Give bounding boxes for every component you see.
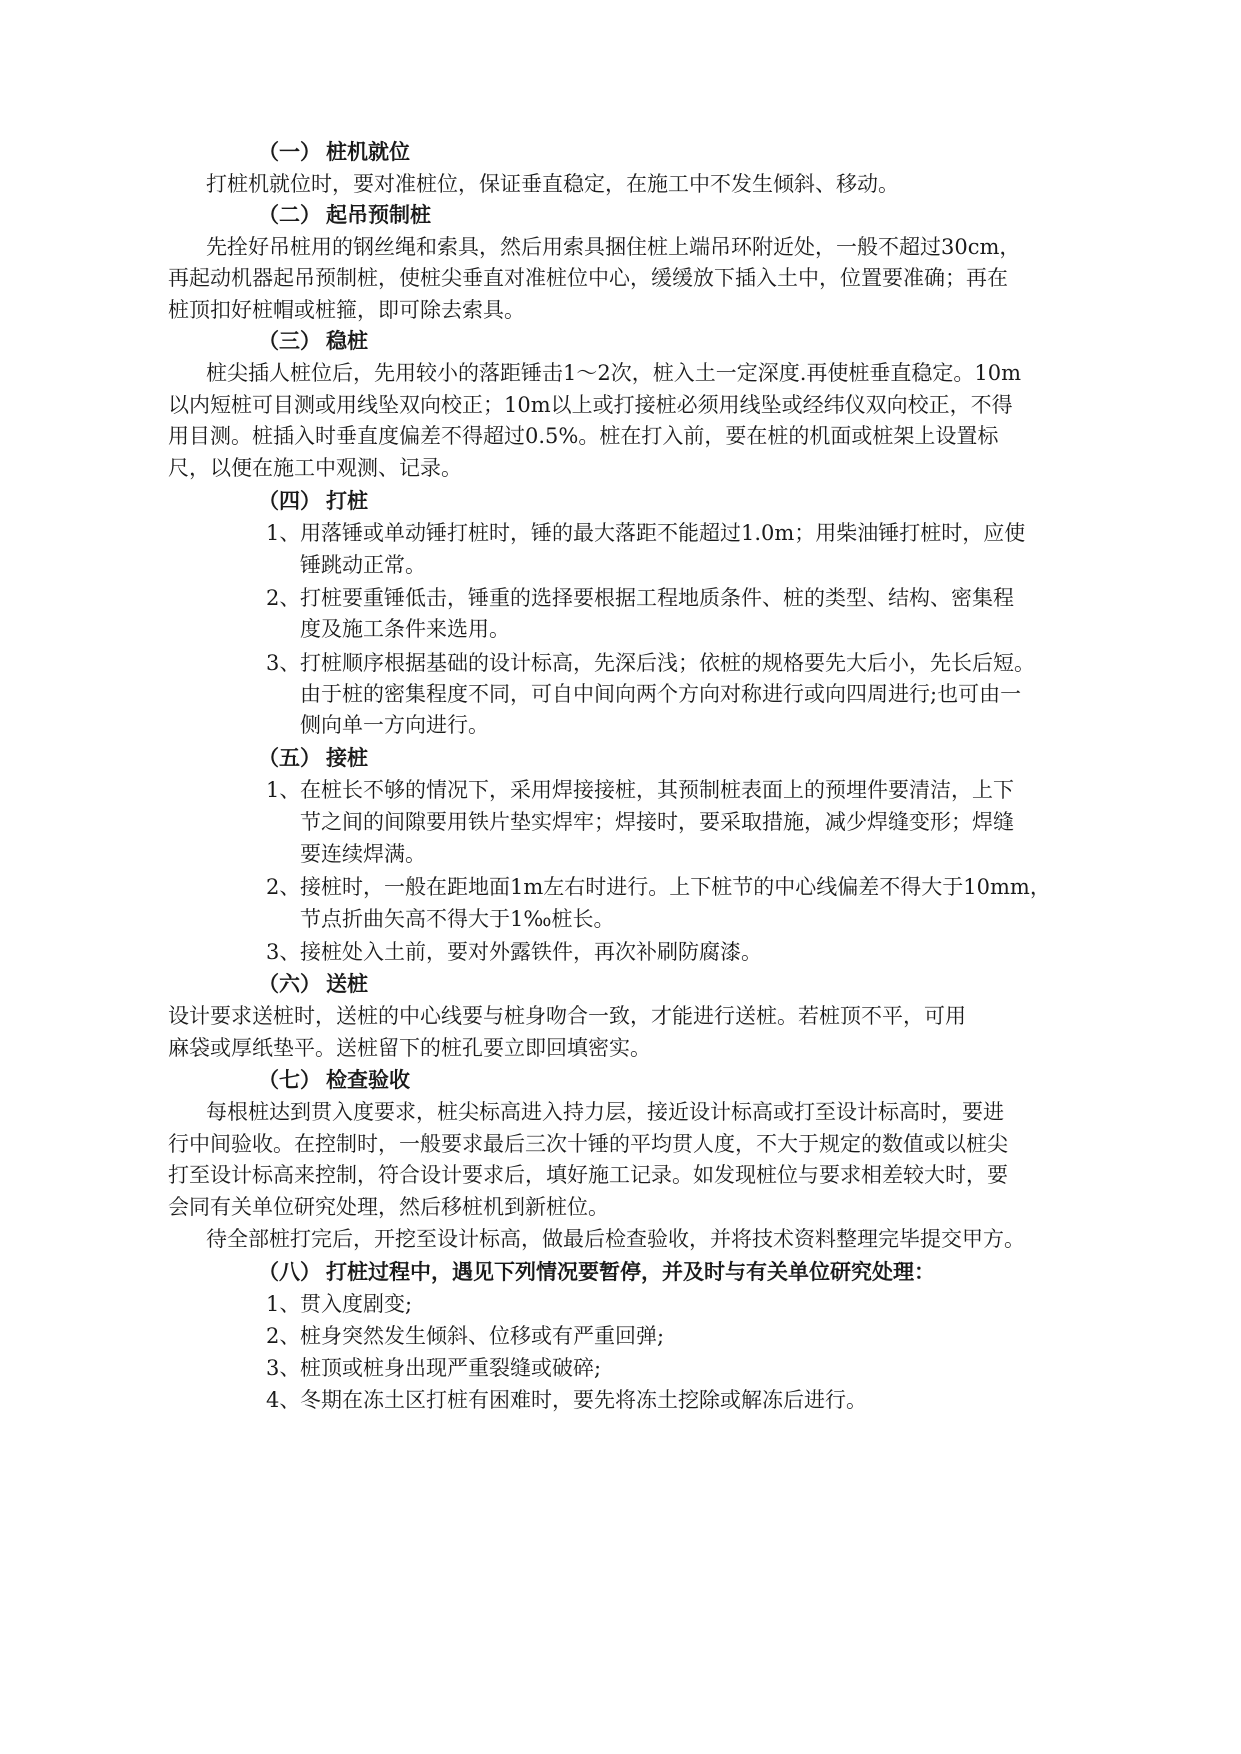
section-heading-5: [258, 744, 368, 772]
list-item-number: 3、: [266, 940, 301, 964]
section-heading-8: [258, 1258, 935, 1286]
section-heading-7: [258, 1066, 410, 1094]
section-heading-4: [258, 487, 368, 515]
paragraph-line: 桩顶扣好桩帽或桩箍，即可除去索具。: [168, 298, 525, 322]
list-item-number: 3、: [266, 1356, 301, 1380]
section-heading-1: [258, 138, 410, 166]
paragraph-line: 会同有关单位研究处理，然后移桩机到新桩位。: [168, 1195, 609, 1219]
list-item-line: 节之间的间隙要用铁片垫实焊牢；焊接时，要采取措施，减少焊缝变形；焊缝: [300, 810, 1014, 834]
paragraph-line: 打桩机就位时，要对准桩位，保证垂直稳定，在施工中不发生倾斜、移动。: [206, 172, 899, 196]
heading-number: （八）: [258, 1260, 321, 1284]
paragraph-line: 麻袋或厚纸垫平。送桩留下的桩孔要立即回填密实。: [168, 1036, 651, 1060]
heading-number: （七）: [258, 1068, 321, 1092]
list-item-line: 接桩处入土前，要对外露铁件，再次补刷防腐漆。: [300, 940, 762, 964]
heading-title: 检查验收: [326, 1068, 410, 1092]
heading-number: （一）: [258, 140, 321, 164]
paragraph-line: 用目测。桩插入时垂直度偏差不得超过0.5%。桩在打入前，要在桩的机面或桩架上设置标: [168, 424, 999, 448]
list-item-line: 打桩要重锤低击，锤重的选择要根据工程地质条件、桩的类型、结构、密集程: [300, 586, 1014, 610]
list-item-line: 打桩顺序根据基础的设计标高，先深后浅；依桩的规格要先大后小，先长后短。: [300, 651, 1035, 675]
section-heading-6: [258, 970, 368, 998]
heading-title: 打桩过程中，遇见下列情况要暂停，并及时与有关单位研究处理：: [326, 1260, 935, 1284]
list-item-number: 2、: [266, 586, 301, 610]
paragraph-line: 待全部桩打完后，开挖至设计标高，做最后检查验收，并将技术资料整理完毕提交甲方。: [206, 1227, 1025, 1251]
list-item-line: 在桩长不够的情况下，采用焊接接桩，其预制桩表面上的预埋件要清洁，上下: [300, 778, 1014, 802]
heading-title: 起吊预制桩: [326, 203, 431, 227]
list-item-number: 4、: [266, 1388, 301, 1412]
list-item-line: 冬期在冻土区打桩有困难时，要先将冻土挖除或解冻后进行。: [300, 1388, 867, 1412]
heading-title: 送桩: [326, 972, 368, 996]
list-item-line: 桩顶或桩身出现严重裂缝或破碎;: [300, 1356, 602, 1380]
list-item-line: 侧向单一方向进行。: [300, 713, 489, 737]
paragraph-line: 行中间验收。在控制时，一般要求最后三次十锤的平均贯人度，不大于规定的数值或以桩尖: [168, 1132, 1008, 1156]
paragraph-line: 以内短桩可目测或用线坠双向校正；10m以上或打接桩必须用线坠或经纬仪双向校正，不得: [168, 393, 1013, 417]
list-item-number: 1、: [266, 1292, 301, 1316]
list-item-number: 2、: [266, 1324, 301, 1348]
list-item-line: 锤跳动正常。: [300, 553, 426, 577]
heading-number: （六）: [258, 972, 321, 996]
paragraph-line: 桩尖插人桩位后，先用较小的落距锤击1～2次，桩入土一定深度.再使桩垂直稳定。10m: [206, 361, 1022, 385]
list-item-number: 3、: [266, 651, 301, 675]
heading-number: （二）: [258, 203, 321, 227]
section-heading-3: [258, 327, 368, 355]
list-item-line: 贯入度剧变;: [300, 1292, 413, 1316]
list-item-line: 接桩时，一般在距地面1m左右时进行。上下桩节的中心线偏差不得大于10mm，: [300, 875, 1051, 899]
paragraph-line: 打至设计标高来控制，符合设计要求后，填好施工记录。如发现桩位与要求相差较大时，要: [168, 1163, 1008, 1187]
list-item-line: 用落锤或单动锤打桩时，锤的最大落距不能超过1.0m；用柴油锤打桩时，应使: [300, 521, 1026, 545]
list-item-line: 节点折曲矢高不得大于1‰桩长。: [300, 907, 615, 931]
paragraph-line: 每根桩达到贯入度要求，桩尖标高进入持力层，接近设计标高或打至设计标高时，要进: [206, 1100, 1004, 1124]
heading-number: （三）: [258, 329, 321, 353]
paragraph-line: 先拴好吊桩用的钢丝绳和索具，然后用索具捆住桩上端吊环附近处，一般不超过30cm，: [206, 235, 1021, 259]
heading-number: （五）: [258, 746, 321, 770]
heading-title: 桩机就位: [326, 140, 410, 164]
list-item-line: 桩身突然发生倾斜、位移或有严重回弹;: [300, 1324, 665, 1348]
section-heading-2: [258, 201, 431, 229]
list-item-number: 1、: [266, 521, 301, 545]
paragraph-line: 设计要求送桩时，送桩的中心线要与桩身吻合一致，才能进行送桩。若桩顶不平，可用: [168, 1004, 966, 1028]
list-item-line: 要连续焊满。: [300, 842, 426, 866]
heading-title: 稳桩: [326, 329, 368, 353]
list-item-number: 1、: [266, 778, 301, 802]
heading-title: 打桩: [326, 489, 368, 513]
heading-number: （四）: [258, 489, 321, 513]
list-item-line: 度及施工条件来选用。: [300, 617, 510, 641]
list-item-number: 2、: [266, 875, 301, 899]
heading-title: 接桩: [326, 746, 368, 770]
paragraph-line: 再起动机器起吊预制桩，使桩尖垂直对准桩位中心，缓缓放下插入土中，位置要准确；再在: [168, 266, 1008, 290]
list-item-line: 由于桩的密集程度不同，可自中间向两个方向对称进行或向四周进行;也可由一: [300, 682, 1022, 706]
paragraph-line: 尺，以便在施工中观测、记录。: [168, 456, 462, 480]
